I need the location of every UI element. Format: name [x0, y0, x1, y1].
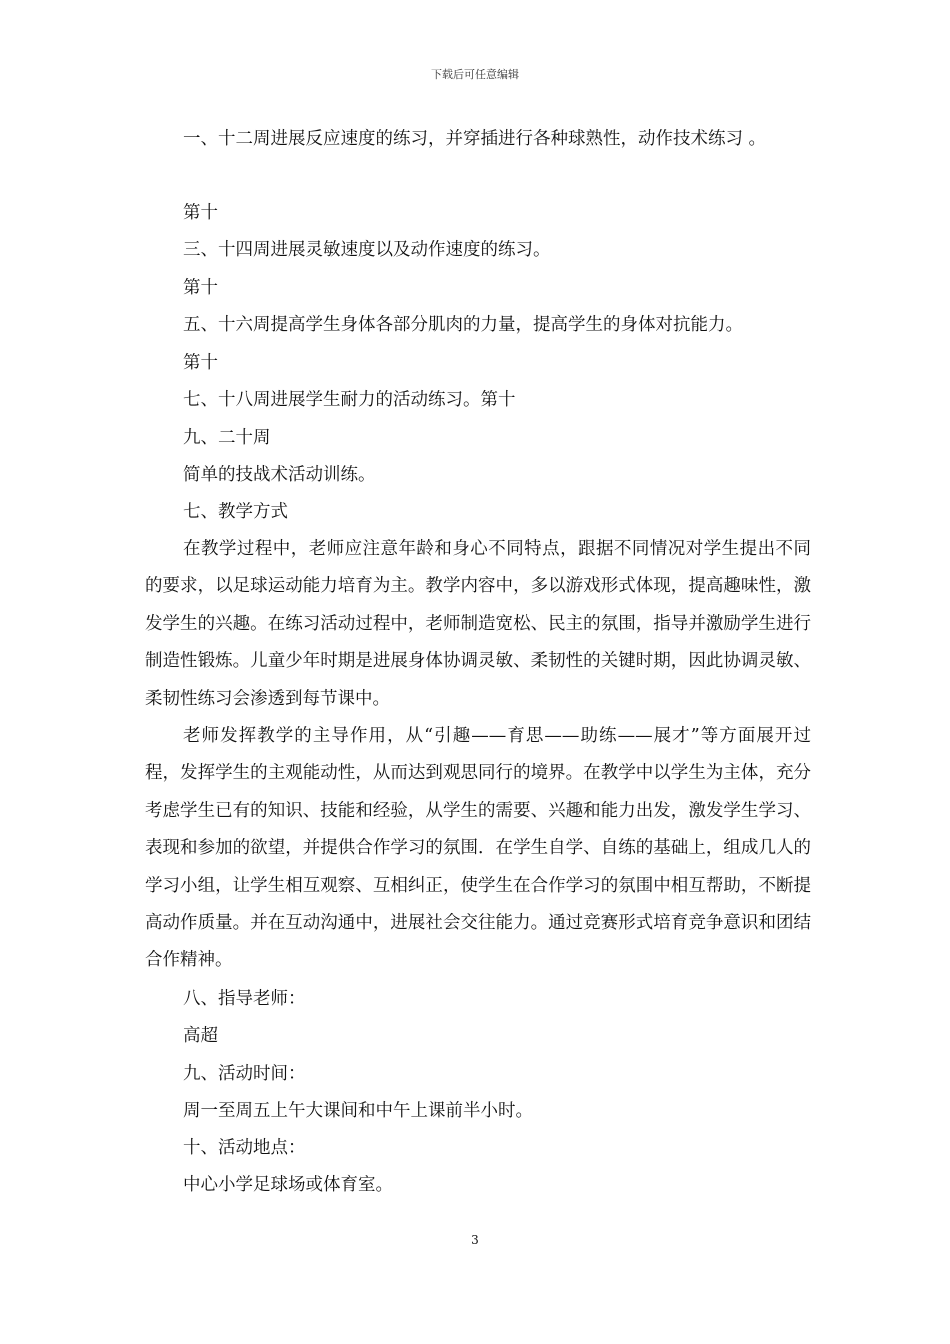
page-number: 3: [471, 1233, 479, 1247]
body-paragraph: 在教学过程中，老师应注意年龄和身心不同特点，跟据不同情况对学生提出不同的要求，以足球运动能力培育为主。教学内容中，多以游戏形式体现，提高趣味性，激发学生的兴趣。在练习活动过程中，老师制造宽松、民主的氛围，指导并激励学生进行制造性锻炼。儿童少年时期是进展身体协调灵敏、柔韧性的关键时期，因此协调灵敏、柔韧性练习会渗透到每节课中。: [145, 539, 811, 709]
text-line: 九、二十周: [183, 428, 271, 448]
body-paragraph: 老师发挥教学的主导作用，从“引趣——育思——助练——展才”等方面展开过程，发挥学生的主观能动性，从而达到观思同行的境界。在教学中以学生为主体，充分考虑学生已有的知识、技能和经验，从学生的需要、兴趣和能力出发，激发学生学习、表现和参加的欲望，并提供合作学习的氛围．在学生自学、自练的基础上，组成几人的学习小组，让学生相互观察、互相纠正，使学生在合作学习的氛围中相互帮助，不断提高动作质量。并在互动沟通中，进展社会交往能力。通过竞赛形式培育竞争意识和团结合作精神。: [145, 726, 811, 971]
text-line: 简单的技战术活动训练。: [183, 465, 376, 485]
text-line: 五、十六周提高学生身体各部分肌肉的力量，提高学生的身体对抗能力。: [183, 315, 743, 335]
section-heading: 七、教学方式: [183, 502, 288, 522]
section-heading: 九、活动时间：: [183, 1064, 306, 1084]
text-line: 高超: [183, 1026, 218, 1046]
text-line: 七、十八周进展学生耐力的活动练习。第十: [183, 390, 516, 410]
text-line: 三、十四周进展灵敏速度以及动作速度的练习。: [183, 240, 551, 260]
page-header: 下载后可任意编辑: [431, 68, 519, 81]
text-line: 中心小学足球场或体育室。: [183, 1175, 393, 1195]
text-line: 第十: [183, 278, 218, 298]
text-line: 周一至周五上午大课间和中午上课前半小时。: [183, 1101, 533, 1121]
text-line: 一、十二周进展反应速度的练习，并穿插进行各种球熟性，动作技术练习 。: [183, 129, 767, 149]
section-heading: 八、指导老师：: [183, 989, 306, 1009]
text-line: 第十: [183, 203, 218, 223]
section-heading: 十、活动地点：: [183, 1138, 306, 1158]
text-line: 第十: [183, 353, 218, 373]
